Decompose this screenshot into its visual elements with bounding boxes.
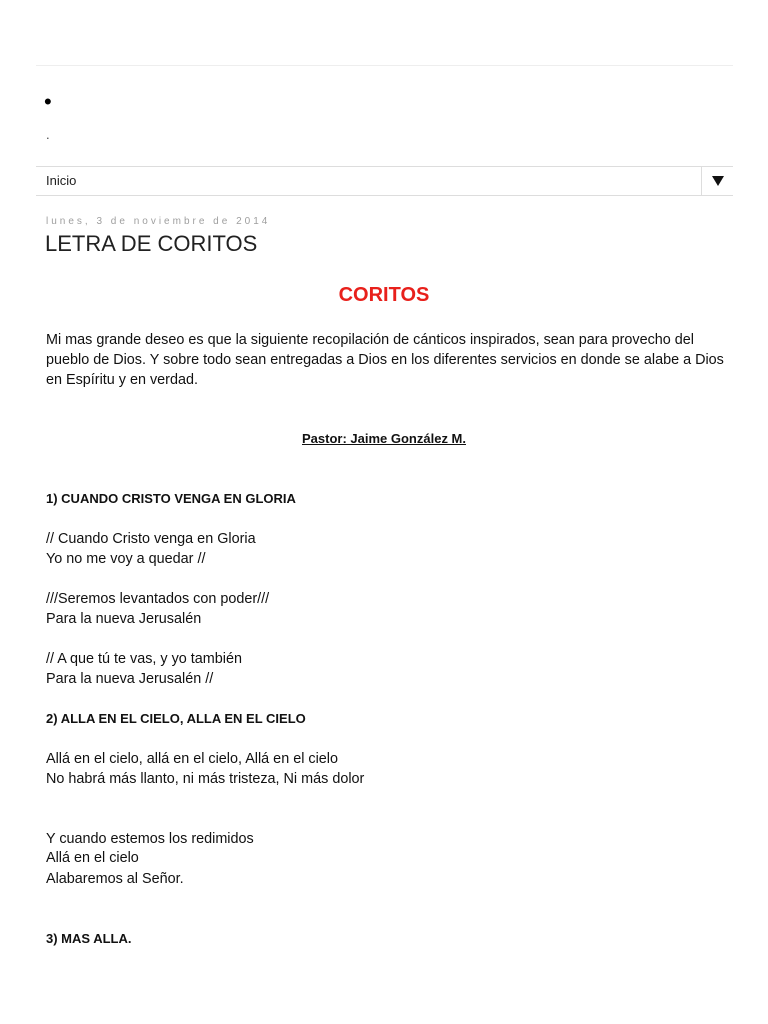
lyric-line: Para la nueva Jerusalén // [46, 671, 214, 687]
lyric-line: Alabaremos al Señor. [46, 871, 184, 887]
author-byline: Pastor: Jaime González M. [302, 431, 466, 446]
song-title: 1) CUANDO CRISTO VENGA EN GLORIA [46, 491, 296, 506]
lyric-line: Para la nueva Jerusalén [46, 611, 202, 627]
song-title: 3) MAS ALLA. [46, 931, 132, 946]
page-navigation[interactable] [36, 166, 733, 196]
section-heading: CORITOS [338, 284, 430, 306]
blog-title[interactable]: • [44, 89, 52, 114]
song-title: 2) ALLA EN EL CIELO, ALLA EN EL CIELO [46, 711, 306, 726]
header-divider [36, 65, 733, 66]
dropdown-toggle-button[interactable] [701, 167, 733, 195]
intro-paragraph: Mi mas grande deseo es que la siguiente recopilación de cánticos inspirados, sean para provecho del pueblo de Dios. Y sobre todo sean entregadas a Dios en los diferentes servicios en donde se alabe a Dios en Espíritu y en verdad. [46, 332, 724, 388]
lyric-line: ///Seremos levantados con poder/// [46, 591, 270, 607]
lyric-line: // Cuando Cristo venga en Gloria [46, 531, 256, 547]
post-title[interactable]: LETRA DE CORITOS [45, 231, 258, 256]
lyric-line: Allá en el cielo, allá en el cielo, Allá en el cielo [46, 751, 338, 767]
lyric-line: No habrá más llanto, ni más tristeza, Ni más dolor [46, 771, 365, 787]
triangle-down-icon [712, 176, 724, 186]
lyric-line: Allá en el cielo [46, 850, 139, 866]
lyric-line: Yo no me voy a quedar // [46, 551, 206, 567]
blog-description: . [46, 127, 50, 142]
lyric-line: // A que tú te vas, y yo también [46, 651, 242, 667]
lyric-line: Y cuando estemos los redimidos [46, 831, 254, 847]
nav-current-page[interactable]: Inicio [46, 173, 77, 188]
post-date: lunes, 3 de noviembre de 2014 [46, 216, 271, 227]
